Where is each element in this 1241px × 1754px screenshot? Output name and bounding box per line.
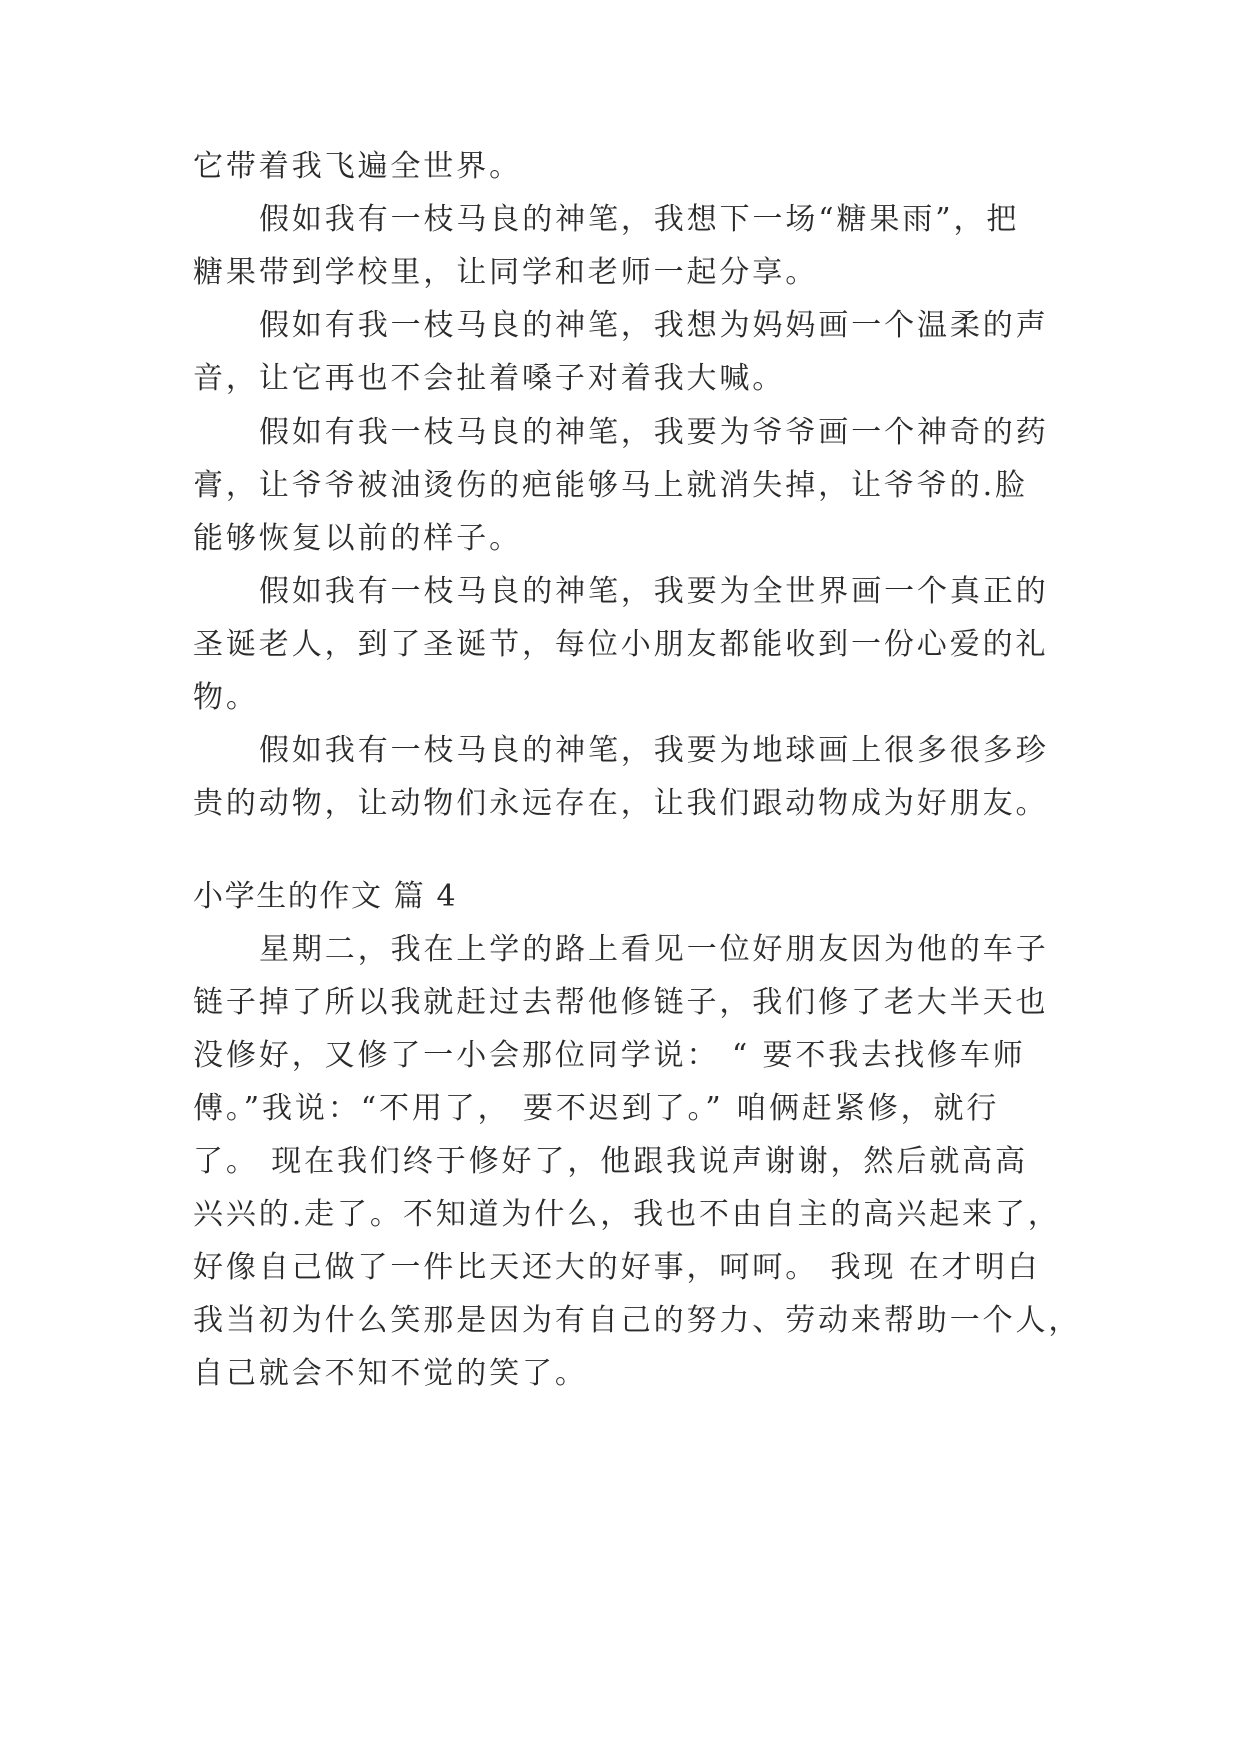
paragraph-line: 膏，让爷爷被油烫伤的疤能够马上就消失掉，让爷爷的.脸	[193, 468, 1028, 503]
paragraph-line: 没修好，又修了一小会那位同学说： “ 要不我去找修车师	[193, 1038, 1026, 1073]
paragraph-line: 它带着我飞遍全世界。	[193, 149, 522, 184]
section-heading: 小学生的作文 篇 4	[193, 879, 458, 914]
paragraph-line: 糖果带到学校里，让同学和老师一起分享。	[193, 255, 819, 290]
paragraph-line: 能够恢复以前的样子。	[193, 521, 522, 556]
paragraph-line: 星期二，我在上学的路上看见一位好朋友因为他的车子	[259, 932, 1049, 967]
paragraph-line: 物。	[193, 680, 259, 715]
paragraph-line: 好像自己做了一件比天还大的好事，呵呵。 我现 在才明白	[193, 1250, 1041, 1285]
paragraph-line: 傅。”我说：“不用了， 要不迟到了。” 咱俩赶紧修，就行	[193, 1091, 1000, 1126]
paragraph-line: 了。 现在我们终于修好了，他跟我说声谢谢，然后就高高	[193, 1144, 1028, 1179]
paragraph-line: 假如我有一枝马良的神笔，我要为全世界画一个真正的	[259, 574, 1049, 609]
paragraph-line: 贵的动物，让动物们永远存在，让我们跟动物成为好朋友。	[193, 786, 1049, 821]
paragraph-line: 圣诞老人，到了圣诞节，每位小朋友都能收到一份心爱的礼	[193, 627, 1049, 662]
paragraph-line: 自己就会不知不觉的笑了。	[193, 1356, 588, 1391]
paragraph-line: 假如我有一枝马良的神笔，我想下一场“糖果雨”，把	[259, 202, 1020, 237]
paragraph-line: 音，让它再也不会扯着嗓子对着我大喊。	[193, 361, 786, 396]
paragraph-line: 我当初为什么笑那是因为有自己的努力、劳动来帮助一个人，	[193, 1303, 1082, 1338]
paragraph-line: 假如有我一枝马良的神笔，我要为爷爷画一个神奇的药	[259, 415, 1049, 450]
paragraph-line: 假如有我一枝马良的神笔，我想为妈妈画一个温柔的声	[259, 308, 1049, 343]
paragraph-line: 链子掉了所以我就赶过去帮他修链子，我们修了老大半天也	[193, 985, 1049, 1020]
paragraph-line: 兴兴的.走了。不知道为什么，我也不由自主的高兴起来了，	[193, 1197, 1061, 1232]
paragraph-line: 假如我有一枝马良的神笔，我要为地球画上很多很多珍	[259, 733, 1049, 768]
document-page	[193, 0, 1082, 1754]
